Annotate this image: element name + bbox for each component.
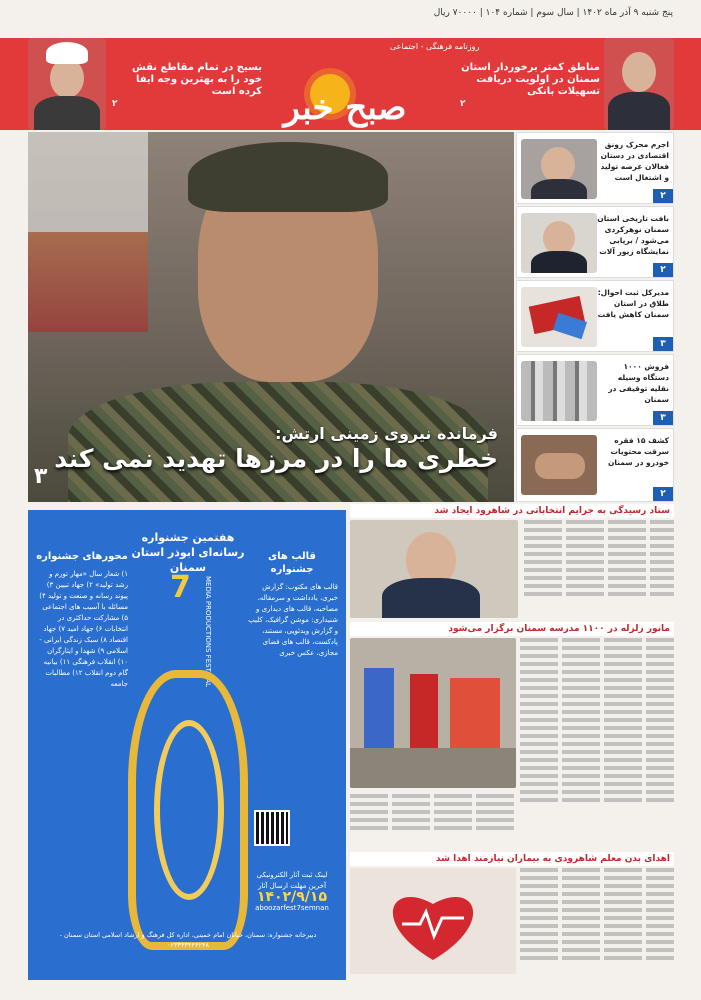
sidebar-item[interactable]: کشف ۱۵ فقره سرقت محتویات خودرو در سمنان ۲ <box>516 428 674 502</box>
poster-title: هفتمین جشنواره رسانه‌ای ابوذر استان سمنان <box>131 531 245 574</box>
hero-kicker: فرمانده نیروی زمینی ارتش: <box>275 424 498 443</box>
article-body <box>350 868 674 980</box>
article-headline[interactable]: ستاد رسیدگی به جرایم انتخاباتی در شاهرود ایجاد شد <box>350 504 674 518</box>
article-photo <box>350 520 518 618</box>
left-teaser[interactable]: بسیج در تمام مقاطع نقش خود را به بهترین وجه ایفا کرده است ۲ <box>112 62 262 109</box>
page-badge: ۲ <box>653 189 673 203</box>
sidebar-item[interactable]: مدیرکل ثبت احوال: طلاق در استان سمنان کاهش یافت ۳ <box>516 280 674 352</box>
top-bar <box>0 0 701 38</box>
sidebar-photo <box>521 361 597 421</box>
hero-page-number: ۳ <box>34 464 48 489</box>
masthead <box>0 38 701 130</box>
page-badge: ۲ <box>653 263 673 277</box>
sidebar-photo <box>521 435 597 495</box>
sidebar-photo <box>521 213 597 273</box>
poster-axes-column: محورهای جشنواره ۱) شعار سال «مهار تورم و رشد تولید» ۲) جهاد تبیین ۳) پیوند رسانه و صنعت و تولید ۴) مسائله با آسیب های اجتماعی ۵) مشارکت حداکثری در انتخابات ۶) جهاد امید ۷) جهاد اقتصاد ۸) سبک زندگی ایرانی - اسلامی ۹) شهدا و ایثارگران ۱۰) انقلاب فرهنگی ۱۱) بیانیه گام دوم انقلاب ۱۲) مطالبات جامعه <box>36 551 128 688</box>
sidebar-item[interactable]: بافت تاریخی استان سمنان نوهرکردی می‌شود / برپایی نمایشگاه زیور آلات ۲ <box>516 206 674 278</box>
poster-festival-label: MEDIA PRODUCTIONS FESTIVAL <box>204 576 212 687</box>
poster-deadline: لینک ثبت آثار الکترونیکی آخرین مهلت ارسال آثار ۱۴۰۲/۹/۱۵ aboozarfest7semnan <box>255 871 329 912</box>
sidebar-photo <box>521 139 597 199</box>
poster-edition-number: 7 <box>170 570 191 605</box>
tagline: روزنامه فرهنگی - اجتماعی <box>390 42 480 51</box>
sidebar-photo <box>521 287 597 347</box>
page-badge: ۳ <box>653 411 673 425</box>
right-teaser-page: ۲ <box>460 99 466 109</box>
right-teaser[interactable]: مناطق کمتر برخوردار استان سمنان در اولویت دریافت تسهیلات بانکی ۲ <box>460 62 600 109</box>
page-badge: ۲ <box>653 487 673 501</box>
newspaper-logo[interactable] <box>265 60 425 130</box>
cleric-portrait <box>28 38 106 130</box>
newspaper-name: صبح خبر <box>283 88 407 128</box>
sidebar-item[interactable]: فروش ۱۰۰۰ دستگاه وسیله نقلیه توقیفی در سمنان ۳ <box>516 354 674 426</box>
article-body <box>350 638 674 848</box>
hero-headline[interactable]: خطری ما را در مرزها تهدید نمی کند <box>54 444 498 473</box>
left-teaser-page: ۲ <box>112 99 118 109</box>
article-photo <box>350 638 516 788</box>
poster-formats-column: قالب های جشنواره قالب های مکتوب: گزارش خبری، یادداشت و سرمقاله، مصاحبه، قالب های دیداری و شنیداری: موشن گرافیک، کلیپ و گزارش ویدئویی، مستند، پادکست، قالب های فضای مجازی، عکس خبری <box>248 551 338 657</box>
dateline: پنج شنبه ۹ آذر ماه ۱۴۰۲ | سال سوم | شماره ۱۰۴ | ۷۰۰۰۰ ریال <box>433 8 673 18</box>
article-body <box>350 520 674 618</box>
sidebar-item[interactable]: اجرم محرک رونق اقتصادی در دستان فعالان عرصه تولید و اشتغال است ۲ <box>516 132 674 204</box>
page-badge: ۳ <box>653 337 673 351</box>
article-headline[interactable]: اهدای بدن معلم شاهرودی به بیماران نیازمند اهدا شد <box>350 852 674 866</box>
official-portrait <box>604 38 674 130</box>
qr-code-icon[interactable] <box>254 810 290 846</box>
heart-icon <box>350 868 516 974</box>
heart-hands-photo <box>350 868 516 974</box>
hero-photo[interactable] <box>28 132 514 502</box>
festival-poster[interactable] <box>28 510 346 980</box>
article-headline[interactable]: مانور زلزله در ۱۱۰۰ مدرسه سمنان برگزار می‌شود <box>350 622 674 636</box>
poster-contact: دبیرخانه جشنواره: سمنان، خیابان امام خمینی، اداره کل فرهنگ و ارشاد اسلامی استان سمنان - ۰۲۳۳۳۳۴۴۴۲۴۸ <box>59 931 317 949</box>
